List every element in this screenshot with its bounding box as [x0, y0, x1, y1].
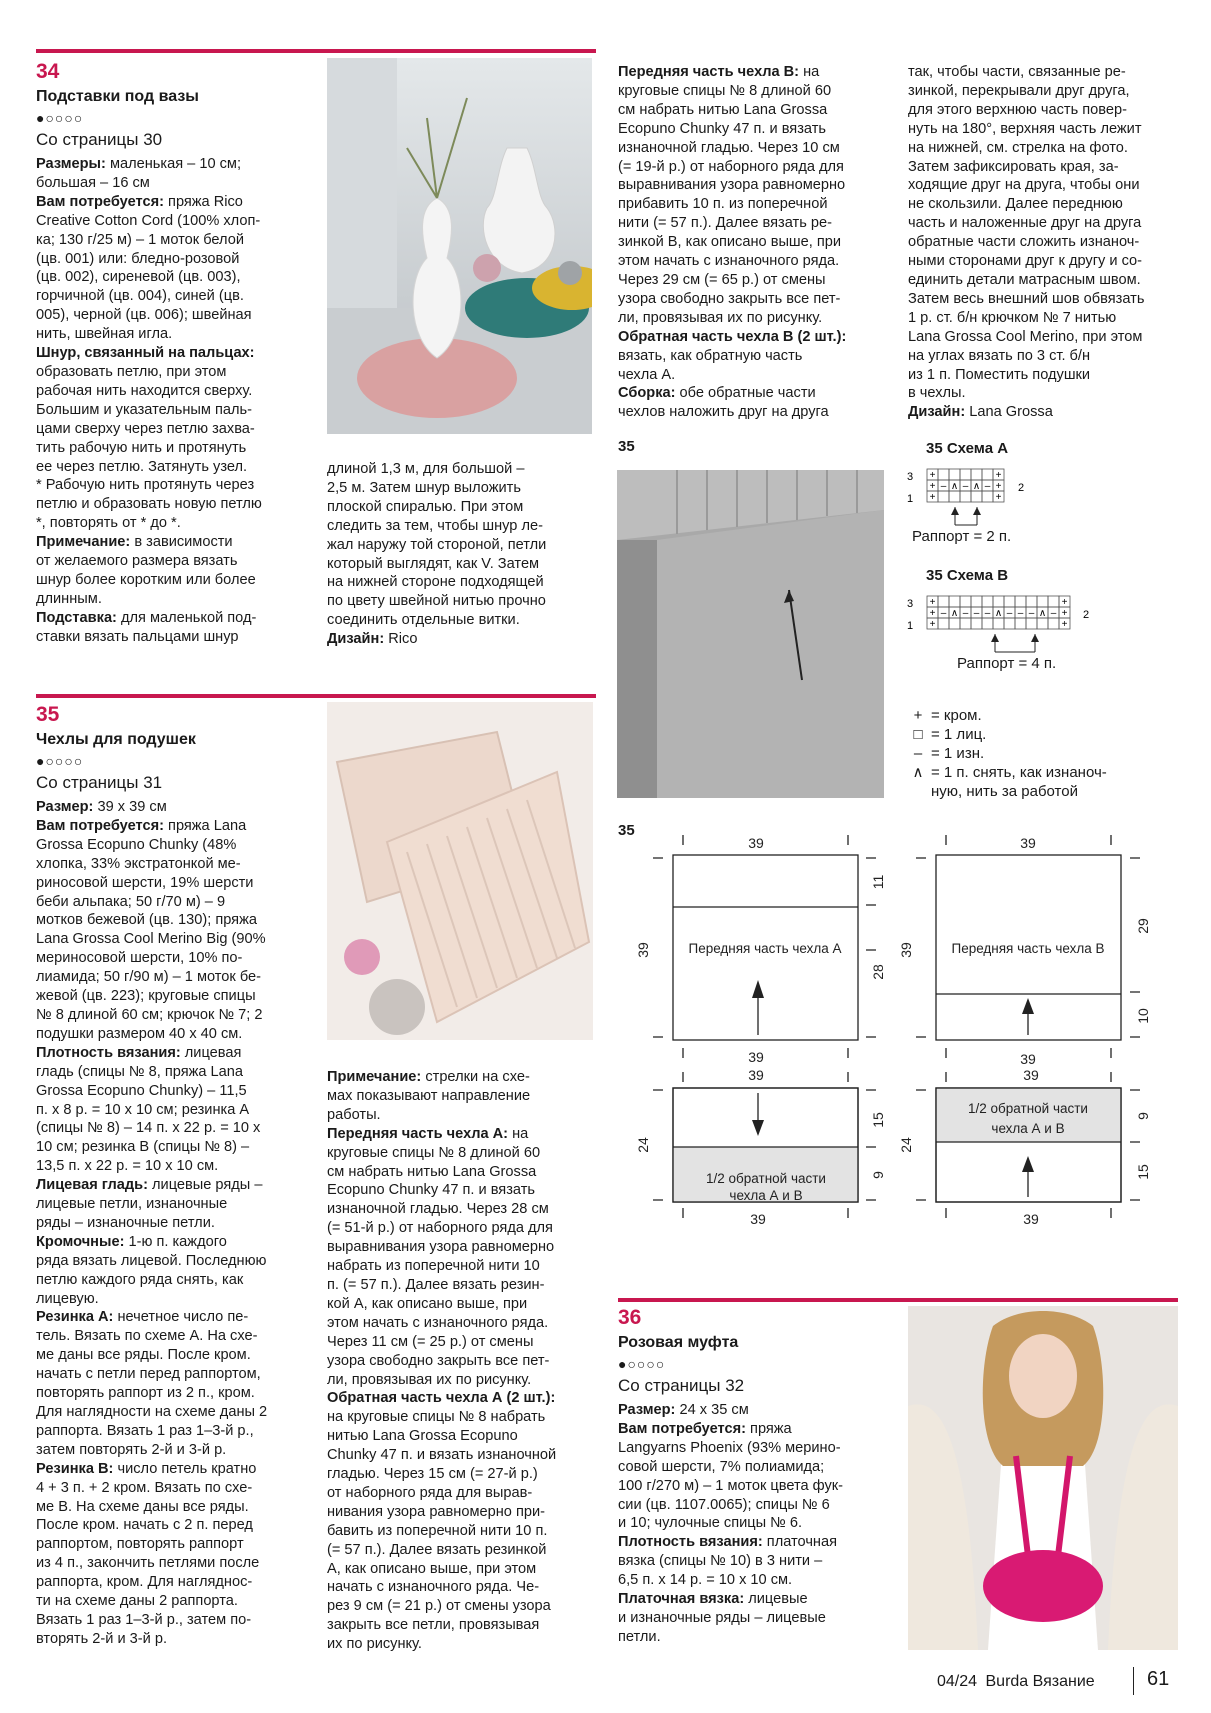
- row-number: 1: [907, 493, 914, 505]
- chart-symbol: ∧: [950, 481, 959, 492]
- paragraph: [618, 63, 893, 328]
- dimension-label: 9: [1135, 1112, 1151, 1120]
- chart-cell: [971, 618, 982, 629]
- design-credit: Дизайн: Rico: [327, 631, 418, 648]
- difficulty-rating: ●○○○○: [618, 1356, 666, 1372]
- row-number: 2: [1018, 482, 1025, 494]
- legend-row: [905, 706, 1107, 725]
- dimension-label: 9: [870, 1171, 886, 1179]
- instructions: [327, 1068, 597, 1654]
- chart-cell: [949, 596, 960, 607]
- section-title: Чехлы для подушек: [36, 731, 196, 748]
- chart-symbol: +: [995, 470, 1002, 481]
- magazine-name: Burda Вязание: [985, 1673, 1095, 1690]
- paragraph-heading: Сборка:: [618, 385, 676, 402]
- chart-cell: [960, 491, 971, 502]
- chart-cell: [971, 491, 982, 502]
- paragraph-heading: Примечание:: [36, 534, 131, 551]
- chart-cell: [938, 618, 949, 629]
- pillows-photo: [327, 702, 593, 1040]
- legend-text: = 1 лиц.: [931, 726, 987, 743]
- chart-symbol: +: [1061, 619, 1068, 630]
- chart-cell: [960, 469, 971, 480]
- paragraph-heading: Размер:: [618, 1402, 676, 1418]
- paragraph: [36, 193, 306, 344]
- paragraph: [36, 533, 306, 609]
- legend-symbol: ∧: [912, 764, 924, 781]
- section-35-rule: [36, 694, 596, 698]
- chart-cell: [1004, 596, 1015, 607]
- paragraph: [36, 1044, 306, 1176]
- coasters-photo: [327, 58, 592, 434]
- chart-cell: [1037, 596, 1048, 607]
- chart-cell: [971, 469, 982, 480]
- chart-cell: [949, 469, 960, 480]
- back-label: 1/2 обратной части: [968, 1101, 1088, 1116]
- chart-symbol: ∧: [950, 608, 959, 619]
- legend-row: [905, 744, 1107, 763]
- chart-symbol: –: [984, 481, 991, 492]
- section-36-rule: [618, 1298, 1178, 1302]
- chart-cell: [1037, 618, 1048, 629]
- legend-row: [905, 782, 1107, 801]
- section-number: 36: [618, 1306, 642, 1329]
- paragraph: [618, 1590, 893, 1647]
- chart-cell: [1015, 596, 1026, 607]
- paragraph-text: обе обратные части чехлов наложить друг на друга: [618, 385, 829, 421]
- chart-cell: [1015, 618, 1026, 629]
- paragraph: [327, 1389, 597, 1654]
- section-number: 34: [36, 60, 60, 83]
- paragraph-heading: Вам потребуется:: [36, 817, 164, 834]
- paragraph-heading: Передняя часть чехла А:: [327, 1125, 509, 1142]
- paragraph-heading: Передняя часть чехла В:: [618, 64, 800, 80]
- chart-cell: [982, 596, 993, 607]
- chart-grid: [927, 596, 1070, 630]
- rapport-b: Раппорт = 4 п.: [957, 655, 1057, 672]
- paragraph-text: образовать петлю, при этом рабочая нить находится сверху. Большим и указательным паль- цами сверху через петлю захва- тить рабочую нить и протянуть ее через петлю. Затянуть узел. * Рабочую нить протянуть через петлю и образовать новую петлю *, повторять от * до *.: [36, 363, 262, 532]
- chart-cell: [960, 618, 971, 629]
- legend-row: [905, 763, 1107, 782]
- chart-symbol: –: [940, 608, 947, 619]
- paragraph-text: 39 x 39 см: [93, 799, 167, 815]
- paragraph-text: лицевая гладь (спицы № 8, пряжа Lana Grossa Ecopuno Chunky) – 11,5 п. х 8 р. = 10 х 10 см; резинка А (спицы № 8) – 14 п. х 22 р. = 10 х 10 см; резинка В (спицы № 8) – 13,5 п. х 22 р. = 10 х 10 см.: [36, 1044, 261, 1175]
- difficulty-rating: ●○○○○: [36, 110, 84, 126]
- paragraph-text: пряжа Lana Grossa Ecopuno Chunky (48% хлопка, 33% экстратонкой ме- риносовой шерсти, 19% шерсти беби альпака; 50 г/70 м) – 9 мотков бежевой (цв. 130); пряжа Lana Grossa Cool Merino Big (90% мериносовой шерсти, 10% по- лиамида; 50 г/90 м) – 1 моток бе- жевой (цв. 223); круговые спицы № 8 длиной 60 см; крючок № 7; 2 подушки размером 40 x 40 см.: [36, 817, 266, 1042]
- chart-symbol: ∧: [972, 481, 981, 492]
- section-number: 35: [36, 703, 60, 726]
- chart-cell: [949, 491, 960, 502]
- paragraph-heading: Лицевая гладь:: [36, 1177, 148, 1194]
- chart-symbol: +: [929, 481, 936, 492]
- paragraph-text: на круговые спицы № 8 набрать нитью Lana Grossa Ecopuno Chunky 47 п. и вязать изнаночной гладью. Через 15 см (= 27-й р.) от наборного ряда для вырав- нивания узора равномерно при- бавить из поперечной нити 10 п. (= 57 п.). Далее вязать резинкой А, как описано выше, при этом начать с изнаночного ряда. Че- рез 9 см (= 21 р.) от смены узора закрыть все петли, провязывая их по рисунку.: [327, 1409, 557, 1653]
- paragraph-heading: Обратная часть чехла А (2 шт.):: [327, 1390, 556, 1407]
- paragraph-text: 1-ю п. каждого ряда вязать лицевой. Последнюю петлю каждого ряда снять, как лицевую.: [36, 1233, 267, 1307]
- legend-text: ную, нить за работой: [931, 783, 1078, 800]
- dimension-label: 10: [1135, 1008, 1151, 1024]
- back-label: чехла А и В: [729, 1188, 803, 1203]
- legend-symbol: +: [913, 707, 923, 724]
- paragraph-heading: Резинка А:: [36, 1309, 114, 1326]
- dimension-label: 39: [1020, 1051, 1036, 1067]
- chart-symbol: ∧: [1038, 608, 1047, 619]
- chart-cell: [1026, 618, 1037, 629]
- paragraph: [36, 609, 306, 647]
- section-35-col4: [908, 63, 1183, 422]
- paragraph-heading: Шнур, связанный на пальцах:: [36, 345, 255, 362]
- section-title: Розовая муфта: [618, 1334, 739, 1351]
- knit-detail-photo: [617, 470, 884, 798]
- dimension-label: 29: [1135, 918, 1151, 934]
- design-credit: Дизайн: Lana Grossa: [908, 404, 1053, 421]
- instructions: [618, 1401, 893, 1647]
- dimension-label: 24: [898, 1137, 914, 1153]
- paragraph-text: в зависимости от желаемого размера вязать шнур более коротким или более длинным.: [36, 534, 256, 607]
- chart-symbol: –: [940, 481, 947, 492]
- chart-cell: [1048, 618, 1059, 629]
- instructions: [36, 798, 306, 1649]
- chart-cell: [971, 596, 982, 607]
- paragraph: [36, 1460, 306, 1649]
- paragraph: [36, 155, 306, 193]
- muff-photo: [908, 1306, 1178, 1650]
- paragraph-heading: Вам потребуется:: [618, 1420, 746, 1437]
- paragraph: [36, 344, 306, 533]
- photo-label: 35: [618, 438, 635, 455]
- paragraph: [36, 1233, 306, 1309]
- chart-symbol: –: [1028, 608, 1035, 619]
- section-34-text: [36, 60, 306, 647]
- paragraph-heading: Примечание:: [327, 1069, 422, 1085]
- dimension-label: 15: [1135, 1164, 1151, 1180]
- chart-symbol: +: [929, 608, 936, 619]
- chart-symbol: +: [929, 470, 936, 481]
- chart-symbol: –: [962, 481, 969, 492]
- paragraph-heading: Обратная часть чехла В (2 шт.):: [618, 328, 847, 345]
- paragraph-text: лицевые ряды – лицевые петли, изнаночные ряды – изнаночные петли.: [36, 1177, 263, 1231]
- row-number: 2: [1083, 609, 1090, 621]
- dimension-label: 28: [870, 964, 886, 980]
- paragraph-heading: Подставка:: [36, 609, 117, 626]
- legend-text: = 1 изн.: [931, 745, 985, 762]
- dimension-label: 39: [748, 835, 764, 851]
- paragraph-text: нечетное число пе- тель. Вязать по схеме А. На схе- ме даны все ряды. После кром. начать с петли перед раппортом, повторять раппорт из 2 п., кром. Для наглядности на схеме даны 2 раппорта. Вязать 1 раз 1–3-й р., затем повторять 2-й и 3-й р.: [36, 1309, 268, 1458]
- legend-symbol: –: [913, 745, 923, 762]
- chart-cell: [938, 469, 949, 480]
- dimension-label: 39: [1023, 1211, 1039, 1227]
- dimension-label: 39: [748, 1067, 764, 1083]
- paragraph-heading: Размер:: [36, 799, 94, 815]
- chart-cell: [993, 618, 1004, 629]
- dimension-label: 15: [870, 1112, 886, 1128]
- difficulty-rating: ●○○○○: [36, 753, 84, 769]
- paragraph-text: 24 x 35 см: [675, 1402, 749, 1418]
- paragraph: [36, 1176, 306, 1233]
- dimension-label: 39: [635, 942, 651, 958]
- page-reference: Со страницы 31: [36, 773, 163, 792]
- paragraph-heading: Плотность вязания:: [36, 1044, 181, 1061]
- paragraph: [327, 1068, 597, 1125]
- paragraph-text: платочная вязка (спицы № 10) в 3 нити – 6,5 п. х 14 р. = 10 х 10 см.: [618, 1534, 837, 1589]
- assembly-text: так, чтобы части, связанные ре- зинкой, перекрывали друг друга, для этого верхнюю часть повер- нуть на 180°, верхняя часть лежит на нижней, см. стрелка на фото. Затем зафиксировать края, за- ходящие друг на друга, чтобы они не скользили. Далее переднюю часть и наложенные друг на друга обратные части сложить изнаноч- ными сторонами друг к другу и со- единить детали матрасным швом. Затем весь внешний шов обвязать 1 р. ст. б/н крючком № 7 нитью Lana Grossa Cool Merino, при этом на углах вязать по 3 ст. б/н из 1 п. Поместить подушки в чехлы.: [908, 64, 1145, 402]
- dimension-label: 24: [635, 1137, 651, 1153]
- page-number: 61: [1147, 1668, 1170, 1690]
- chart-cell: [1004, 618, 1015, 629]
- paragraph-text: на круговые спицы № 8 длиной 60 см набрать нитью Lana Grossa Ecopuno Chunky 47 п. и вязать изнаночной гладью. Через 10 см (= 19-й р.) от наборного ряда для выравнивания узора равномерно прибавить 10 п. из поперечной нити (= 57 п.). Далее вязать ре- зинкой В, как описано выше, при этом начать с изнаночного ряда. Через 29 см (= 65 р.) от смены узора свободно закрыть все пет- ли, провязывая их по рисунку.: [618, 64, 846, 326]
- paragraph-text: пряжа Langyarns Phoenix (93% мерино- совой шерсти, 7% полиамида; 100 г/270 м) – 1 моток цвета фук- сии (цв. 1107.0065); спицы № 6 и 10; чулочные спицы № 6.: [618, 1420, 844, 1532]
- page-reference: Со страницы 32: [618, 1376, 745, 1395]
- chart-symbol: –: [973, 608, 980, 619]
- chart-symbol: +: [929, 619, 936, 630]
- chart-cell: [960, 596, 971, 607]
- section-34-rule: [36, 49, 596, 53]
- chart-symbol: –: [984, 608, 991, 619]
- dimension-label: 39: [1020, 835, 1036, 851]
- chart-symbol: –: [1006, 608, 1013, 619]
- paragraph: [36, 817, 306, 1044]
- chart-symbol: +: [995, 492, 1002, 503]
- instructions: [618, 63, 893, 422]
- diagram-label: 35: [618, 822, 635, 839]
- front-b-label: Передняя часть чехла В: [951, 941, 1105, 956]
- section-36-text: [618, 1306, 893, 1647]
- paragraph: [36, 798, 306, 817]
- legend-symbol: □: [913, 726, 923, 743]
- paragraph: [36, 1308, 306, 1459]
- chart-cell: [949, 618, 960, 629]
- symbol-legend: [905, 706, 1107, 801]
- paragraph-text: стрелки на схе- мах показывают направление работы.: [327, 1069, 531, 1123]
- paragraph-text: на круговые спицы № 8 длиной 60 см набрать нитью Lana Grossa Ecopuno Chunky 47 п. и вязать изнаночной гладью. Через 28 см (= 51-й р.) от наборного ряда для выравнивания узора равномерно набрать из поперечной нити 10 п. (= 57 п.). Далее вязать резин- кой А, как описано выше, при этом начать с изнаночного ряда. Через 11 см (= 25 р.) от смены узора свободно закрыть все пет- ли, провязывая их по рисунку.: [327, 1125, 555, 1388]
- row-number: 3: [907, 471, 914, 483]
- chart-cell: [1048, 596, 1059, 607]
- paragraph-text: маленькая – 10 см; большая – 16 см: [36, 156, 242, 191]
- instructions-continued: длиной 1,3 м, для большой – 2,5 м. Затем шнур выложить плоской спиралью. При этом следить за тем, чтобы шнур ле- жал наружу той стороной, петли который выглядят, как V. Затем на нижней стороне подходящей по цвету швейной нитью прочно соединить отдельные витки.: [327, 461, 547, 629]
- paragraph: [618, 1420, 893, 1533]
- section-35-col3: [618, 63, 893, 422]
- chart-symbol: +: [1061, 608, 1068, 619]
- chart-symbol: ∧: [994, 608, 1003, 619]
- legend-text: = 1 п. снять, как изнаноч-: [931, 764, 1107, 781]
- chart-cell: [938, 491, 949, 502]
- chart-symbol: –: [962, 608, 969, 619]
- legend-text: = кром.: [931, 707, 982, 724]
- paragraph: [618, 384, 893, 422]
- section-title: Подставки под вазы: [36, 88, 199, 105]
- legend-row: [905, 725, 1107, 744]
- paragraph-text: вязать, как обратную часть чехла А.: [618, 347, 803, 383]
- rapport-a: Раппорт = 2 п.: [912, 528, 1012, 545]
- scheme-a-title: 35 Схема А: [926, 440, 1009, 457]
- instructions: [36, 155, 306, 647]
- scheme-b-title: 35 Схема В: [926, 567, 1009, 584]
- paragraph-text: лицевые и изнаночные ряды – лицевые петли.: [618, 1591, 826, 1645]
- paragraph-heading: Плотность вязания:: [618, 1534, 763, 1551]
- paragraph-heading: Вам потребуется:: [36, 193, 164, 210]
- issue-number: 04/24: [937, 1673, 978, 1690]
- section-34-continuation: [327, 460, 597, 649]
- chart-grid: [927, 469, 1004, 503]
- pillow-pattern-diagrams: [618, 820, 1178, 1260]
- paragraph-heading: Размеры:: [36, 156, 106, 172]
- chart-cell: [982, 469, 993, 480]
- chart-symbol: +: [929, 492, 936, 503]
- paragraph: [618, 1401, 893, 1420]
- dimension-label: 11: [870, 874, 886, 890]
- dimension-label: 39: [750, 1211, 766, 1227]
- chart-cell: [993, 596, 1004, 607]
- chart-symbol: –: [1050, 608, 1057, 619]
- section-35-col2: [327, 1068, 597, 1654]
- chart-symbol: +: [929, 597, 936, 608]
- chart-symbol: +: [1061, 597, 1068, 608]
- footer: [937, 1673, 1095, 1691]
- row-number: 1: [907, 620, 914, 632]
- row-number: 3: [907, 598, 914, 610]
- paragraph-text: число петель кратно 4 + 3 п. + 2 кром. Вязать по схе- ме В. На схеме даны все ряды. После кром. начать с 2 п. перед раппортом, повторять раппорт из 4 п., закончить петлями после раппорта, кром. Для нагляднос- ти на схеме даны 2 раппорта. Вязать 1 раз 1–3-й р., затем по- вторять 2-й и 3-й р.: [36, 1460, 260, 1647]
- footer-divider: [1133, 1667, 1134, 1695]
- back-label: 1/2 обратной части: [706, 1171, 826, 1186]
- paragraph-heading: Платочная вязка:: [618, 1591, 745, 1608]
- paragraph-heading: Кромочные:: [36, 1233, 125, 1250]
- chart-symbol: +: [995, 481, 1002, 492]
- dimension-label: 39: [1023, 1067, 1039, 1083]
- paragraph-heading: Резинка В:: [36, 1460, 114, 1477]
- paragraph-text: пряжа Rico Creative Cotton Cord (100% хлоп- ка; 130 г/25 м) – 1 моток белой (цв. 001) или: бледно-розовой (цв. 002), сиреневой (цв. 003), горчичной (цв. 004), синей (цв. 005), черной (цв. 006); швейная нить, швейная игла.: [36, 193, 261, 343]
- front-a-label: Передняя часть чехла А: [688, 941, 842, 956]
- chart-cell: [982, 618, 993, 629]
- paragraph: [618, 328, 893, 385]
- paragraph-text: для маленькой под- ставки вязать пальцами шнур: [36, 609, 257, 645]
- dimension-label: 39: [898, 942, 914, 958]
- chart-cell: [982, 491, 993, 502]
- chart-cell: [1026, 596, 1037, 607]
- chart-cell: [938, 596, 949, 607]
- section-35-text: [36, 703, 306, 1649]
- chart-symbol: –: [1017, 608, 1024, 619]
- page-reference: Со страницы 30: [36, 130, 163, 149]
- dimension-label: 39: [748, 1049, 764, 1065]
- paragraph: [327, 1125, 597, 1390]
- paragraph: [618, 1533, 893, 1590]
- back-label: чехла А и В: [991, 1121, 1065, 1136]
